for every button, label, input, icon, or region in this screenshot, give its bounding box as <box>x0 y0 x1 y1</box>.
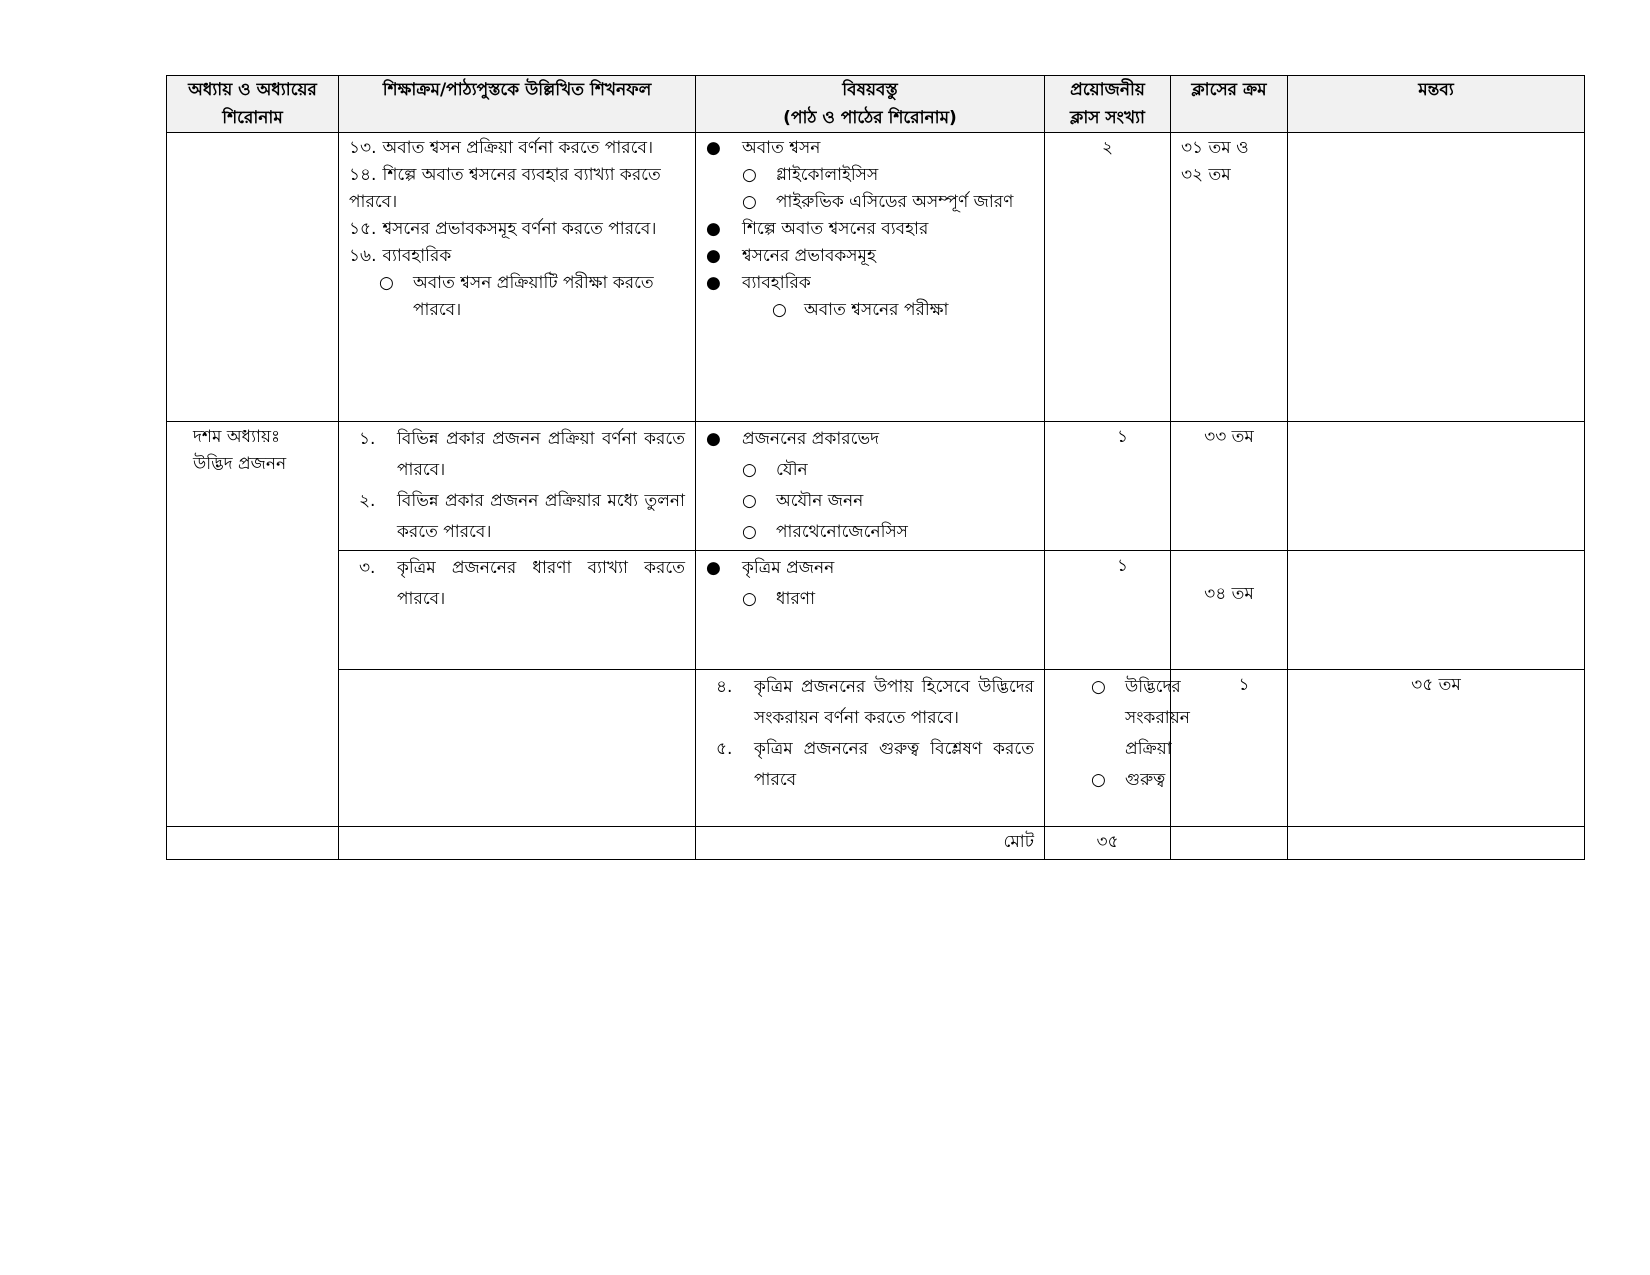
list-item: ১৬. ব্যাবহারিক <box>349 246 452 266</box>
list-item: ● ব্যাবহারিক <box>706 270 1034 297</box>
outcome-cell <box>339 551 696 670</box>
bullet-icon: ● <box>706 246 721 266</box>
remarks-cell <box>1288 551 1585 670</box>
list-item: ○ গ্লাইকোলাইসিস <box>706 162 1034 189</box>
list-item: ○ ধারণা <box>706 584 1034 615</box>
bullet-icon: ● <box>706 219 721 239</box>
table-row <box>167 670 1585 827</box>
list-item: ○ পারথেনোজেনেসিস <box>706 517 1034 548</box>
chapter-cell <box>339 670 696 827</box>
bullet-icon: ● <box>706 558 721 578</box>
bullet-icon: ● <box>706 138 721 158</box>
content-cell <box>1045 670 1190 827</box>
order-cell: ৩৫ তম <box>1288 670 1585 827</box>
table-row <box>167 422 1585 551</box>
table-row <box>167 133 1585 422</box>
header-chapter: অধ্যায় ও অধ্যায়ের শিরোনাম <box>167 76 339 133</box>
circle-bullet-icon: ○ <box>742 460 757 480</box>
list-item: ২. বিভিন্ন প্রকার প্রজনন প্রক্রিয়ার মধ্যে তুলনা করতে পারবে। <box>359 491 685 542</box>
circle-bullet-icon: ○ <box>742 165 757 185</box>
outcome-cell <box>696 670 1045 827</box>
list-item: ৫. কৃত্রিম প্রজননের গুরুত্ব বিশ্লেষণ করতে পারবে <box>716 739 1034 790</box>
total-classes-cell: ৩৫ <box>1045 827 1171 860</box>
list-item: ○ উদ্ভিদের সংকরায়ন প্রক্রিয়া <box>1055 672 1160 765</box>
content-cell <box>696 422 1045 551</box>
list-item: ○ গুরুত্ব <box>1055 765 1160 796</box>
list-item: ○ অবাত শ্বসন প্রক্রিয়াটি পরীক্ষা করতে পারবে। <box>349 270 685 324</box>
header-remarks: মন্তব্য <box>1288 76 1585 133</box>
list-item: ○ অবাত শ্বসনের পরীক্ষা <box>706 297 1034 324</box>
list-item: ● প্রজননের প্রকারভেদ <box>706 424 1034 455</box>
outcome-cell <box>339 422 696 551</box>
total-row <box>167 827 1585 860</box>
header-row <box>167 76 1585 133</box>
chapter-cell <box>167 133 339 422</box>
list-item: ১৩. অবাত শ্বসন প্রক্রিয়া বর্ণনা করতে পারবে। <box>349 138 654 158</box>
list-item: ○ পাইরুভিক এসিডের অসম্পূর্ণ জারণ <box>706 189 1034 216</box>
order-cell: ৩৪ তম <box>1171 551 1288 670</box>
circle-bullet-icon: ○ <box>742 522 757 542</box>
list-item: ৩. কৃত্রিম প্রজননের ধারণা ব্যাখ্যা করতে পারবে। <box>359 558 685 609</box>
classes-cell: ১ <box>1045 422 1171 551</box>
order-cell: ৩১ তম ও ৩২ তম <box>1171 133 1288 422</box>
header-content: বিষয়বস্তু (পাঠ ও পাঠের শিরোনাম) <box>696 76 1045 133</box>
chapter-cell: দশম অধ্যায়ঃ উদ্ভিদ প্রজনন <box>167 422 339 827</box>
total-empty-cell <box>1288 827 1585 860</box>
list-item: ● কৃত্রিম প্রজনন <box>706 553 1034 584</box>
list-item: ● শ্বসনের প্রভাবকসমূহ <box>706 243 1034 270</box>
list-item: ১. বিভিন্ন প্রকার প্রজনন প্রক্রিয়া বর্ণনা করতে পারবে। <box>359 429 685 480</box>
list-item: ১৫. শ্বসনের প্রভাবকসমূহ বর্ণনা করতে পারবে। <box>349 219 657 239</box>
total-empty-cell <box>1171 827 1288 860</box>
total-empty-cell <box>339 827 696 860</box>
classes-cell: ২ <box>1045 133 1171 422</box>
order-cell: ৩৩ তম <box>1171 422 1288 551</box>
circle-bullet-icon: ○ <box>742 589 757 609</box>
list-item: ○ অযৌন জনন <box>706 486 1034 517</box>
list-item: ● শিল্পে অবাত শ্বসনের ব্যবহার <box>706 216 1034 243</box>
list-item: ○ যৌন <box>706 455 1034 486</box>
header-classes: প্রয়োজনীয় ক্লাস সংখ্যা <box>1045 76 1171 133</box>
header-order: ক্লাসের ক্রম <box>1171 76 1288 133</box>
circle-bullet-icon: ○ <box>379 273 394 293</box>
remarks-cell <box>1288 422 1585 551</box>
bullet-icon: ● <box>706 273 721 293</box>
bullet-icon: ● <box>706 429 721 449</box>
circle-bullet-icon: ○ <box>772 300 787 320</box>
list-item: ● অবাত শ্বসন <box>706 135 1034 162</box>
classes-cell: ১ <box>1171 670 1288 827</box>
classes-cell: ১ <box>1045 551 1171 670</box>
list-item: ৪. কৃত্রিম প্রজননের উপায় হিসেবে উদ্ভিদের সংকরায়ন বর্ণনা করতে পারবে। <box>716 677 1034 728</box>
lesson-plan-table <box>166 75 1585 860</box>
header-outcome: শিক্ষাক্রম/পাঠ্যপুস্তকে উল্লিখিত শিখনফল <box>339 76 696 133</box>
remarks-cell <box>1288 133 1585 422</box>
circle-bullet-icon: ○ <box>742 192 757 212</box>
content-cell <box>696 133 1045 422</box>
circle-bullet-icon: ○ <box>1091 677 1106 697</box>
total-empty-cell <box>167 827 339 860</box>
circle-bullet-icon: ○ <box>1091 770 1106 790</box>
circle-bullet-icon: ○ <box>742 491 757 511</box>
content-cell <box>696 551 1045 670</box>
list-item: ১৪. শিল্পে অবাত শ্বসনের ব্যবহার ব্যাখ্যা করতে পারবে। <box>349 165 661 212</box>
outcome-cell <box>339 133 696 422</box>
total-label-cell: মোট <box>696 827 1045 860</box>
table-row <box>167 551 1585 670</box>
